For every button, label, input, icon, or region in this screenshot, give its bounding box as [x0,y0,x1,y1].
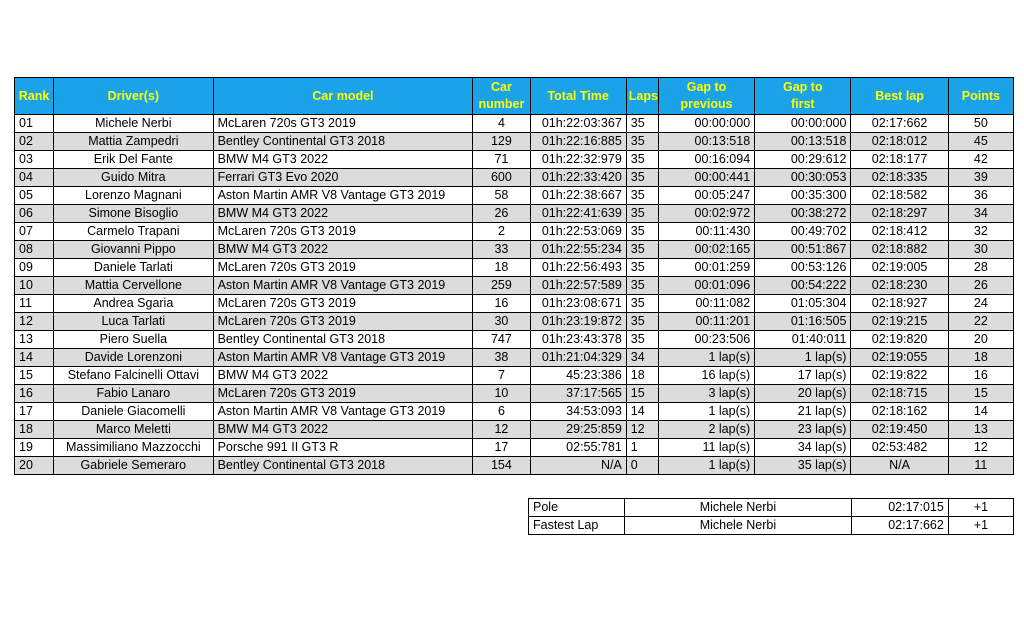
cell-best-lap: 02:18:582 [851,187,948,205]
cell-gap-first: 01:05:304 [755,295,851,313]
cell-total-time: 01h:22:56:493 [530,259,626,277]
cell-points: 11 [948,457,1013,475]
cell-best-lap: 02:18:012 [851,133,948,151]
cell-total-time: 29:25:859 [530,421,626,439]
cell-car-number: 58 [473,187,530,205]
cell-car-model: BMW M4 GT3 2022 [213,241,473,259]
cell-rank: 15 [15,367,54,385]
cell-driver: Andrea Sgaria [54,295,213,313]
cell-total-time: N/A [530,457,626,475]
table-row [15,457,1014,475]
cell-points: 30 [948,241,1013,259]
cell-laps: 1 [626,439,658,457]
cell-best-lap: 02:18:162 [851,403,948,421]
cell-gap-previous: 00:05:247 [658,187,754,205]
cell-points: 15 [948,385,1013,403]
cell-rank: 19 [15,439,54,457]
cell-driver: Marco Meletti [54,421,213,439]
col-header-gap-previous [658,78,754,115]
table-row [15,349,1014,367]
table-row [15,331,1014,349]
cell-gap-previous: 1 lap(s) [658,403,754,421]
cell-laps: 15 [626,385,658,403]
cell-points: 14 [948,403,1013,421]
cell-points: 26 [948,277,1013,295]
cell-driver: Daniele Giacomelli [54,403,213,421]
cell-rank: 07 [15,223,54,241]
cell-total-time: 01h:22:41:639 [530,205,626,223]
award-bonus: +1 [948,499,1013,517]
cell-total-time: 01h:22:16:885 [530,133,626,151]
table-row [15,205,1014,223]
cell-gap-first: 20 lap(s) [755,385,851,403]
cell-driver: Daniele Tarlati [54,259,213,277]
cell-rank: 06 [15,205,54,223]
cell-best-lap: 02:19:450 [851,421,948,439]
cell-rank: 17 [15,403,54,421]
cell-car-number: 600 [473,169,530,187]
cell-car-model: Aston Martin AMR V8 Vantage GT3 2019 [213,187,473,205]
cell-car-number: 154 [473,457,530,475]
col-header-laps: Laps [626,78,658,115]
cell-total-time: 01h:23:43:378 [530,331,626,349]
cell-best-lap: 02:18:177 [851,151,948,169]
cell-best-lap: N/A [851,457,948,475]
cell-car-number: 6 [473,403,530,421]
cell-best-lap: 02:18:715 [851,385,948,403]
col-header-rank: Rank [15,78,54,115]
cell-car-model: Bentley Continental GT3 2018 [213,331,473,349]
award-label: Pole [529,499,625,517]
col-header-gap-first-line1: Gap to [783,80,823,94]
col-header-car-number-line2: number [478,97,525,111]
table-row [15,241,1014,259]
cell-points: 18 [948,349,1013,367]
cell-gap-previous: 00:00:441 [658,169,754,187]
cell-total-time: 02:55:781 [530,439,626,457]
cell-car-model: Aston Martin AMR V8 Vantage GT3 2019 [213,277,473,295]
cell-best-lap: 02:19:215 [851,313,948,331]
cell-car-model: Ferrari GT3 Evo 2020 [213,169,473,187]
cell-gap-first: 00:35:300 [755,187,851,205]
awards-table [528,498,1014,535]
cell-car-model: McLaren 720s GT3 2019 [213,385,473,403]
cell-best-lap: 02:19:005 [851,259,948,277]
cell-rank: 03 [15,151,54,169]
cell-best-lap: 02:19:820 [851,331,948,349]
cell-laps: 35 [626,259,658,277]
cell-rank: 09 [15,259,54,277]
cell-driver: Gabriele Semeraro [54,457,213,475]
cell-car-model: BMW M4 GT3 2022 [213,205,473,223]
cell-rank: 16 [15,385,54,403]
cell-gap-previous: 2 lap(s) [658,421,754,439]
cell-points: 39 [948,169,1013,187]
cell-laps: 35 [626,151,658,169]
cell-rank: 14 [15,349,54,367]
cell-driver: Davide Lorenzoni [54,349,213,367]
cell-car-number: 16 [473,295,530,313]
col-header-gap-previous-line2: previous [680,97,733,111]
cell-driver: Guido Mitra [54,169,213,187]
cell-laps: 35 [626,331,658,349]
cell-gap-first: 00:54:222 [755,277,851,295]
cell-car-number: 2 [473,223,530,241]
cell-best-lap: 02:53:482 [851,439,948,457]
table-row [15,151,1014,169]
cell-car-number: 7 [473,367,530,385]
table-row [15,385,1014,403]
cell-driver: Luca Tarlati [54,313,213,331]
cell-laps: 35 [626,241,658,259]
cell-gap-previous: 00:13:518 [658,133,754,151]
cell-laps: 35 [626,313,658,331]
cell-total-time: 01h:22:53:069 [530,223,626,241]
cell-car-number: 4 [473,115,530,133]
cell-points: 22 [948,313,1013,331]
cell-car-number: 38 [473,349,530,367]
cell-total-time: 01h:22:32:979 [530,151,626,169]
cell-points: 28 [948,259,1013,277]
cell-points: 36 [948,187,1013,205]
cell-gap-previous: 00:11:201 [658,313,754,331]
cell-car-model: Bentley Continental GT3 2018 [213,133,473,151]
cell-car-model: BMW M4 GT3 2022 [213,421,473,439]
cell-gap-previous: 1 lap(s) [658,349,754,367]
cell-gap-previous: 00:02:972 [658,205,754,223]
cell-laps: 0 [626,457,658,475]
cell-car-model: BMW M4 GT3 2022 [213,367,473,385]
cell-car-number: 71 [473,151,530,169]
cell-car-number: 30 [473,313,530,331]
cell-best-lap: 02:18:230 [851,277,948,295]
cell-gap-first: 01:16:505 [755,313,851,331]
table-row [15,421,1014,439]
cell-car-number: 33 [473,241,530,259]
cell-driver: Fabio Lanaro [54,385,213,403]
cell-gap-previous: 3 lap(s) [658,385,754,403]
cell-gap-first: 01:40:011 [755,331,851,349]
cell-total-time: 45:23:386 [530,367,626,385]
cell-points: 12 [948,439,1013,457]
table-row [15,439,1014,457]
results-body [15,115,1014,475]
cell-rank: 10 [15,277,54,295]
cell-points: 20 [948,331,1013,349]
award-time: 02:17:662 [851,517,948,535]
award-bonus: +1 [948,517,1013,535]
table-row [15,115,1014,133]
cell-car-number: 747 [473,331,530,349]
table-row [15,223,1014,241]
cell-gap-previous: 00:01:096 [658,277,754,295]
cell-laps: 18 [626,367,658,385]
cell-total-time: 01h:22:38:667 [530,187,626,205]
cell-rank: 08 [15,241,54,259]
cell-total-time: 01h:22:55:234 [530,241,626,259]
cell-driver: Massimiliano Mazzocchi [54,439,213,457]
cell-laps: 35 [626,187,658,205]
cell-car-model: McLaren 720s GT3 2019 [213,115,473,133]
cell-car-number: 10 [473,385,530,403]
cell-gap-previous: 16 lap(s) [658,367,754,385]
cell-gap-first: 00:53:126 [755,259,851,277]
cell-car-model: BMW M4 GT3 2022 [213,151,473,169]
cell-car-number: 17 [473,439,530,457]
cell-gap-previous: 00:02:165 [658,241,754,259]
cell-points: 16 [948,367,1013,385]
results-table [14,77,1014,475]
cell-laps: 35 [626,205,658,223]
cell-rank: 13 [15,331,54,349]
col-header-points: Points [948,78,1013,115]
cell-car-model: McLaren 720s GT3 2019 [213,223,473,241]
cell-gap-previous: 11 lap(s) [658,439,754,457]
cell-best-lap: 02:18:412 [851,223,948,241]
cell-driver: Carmelo Trapani [54,223,213,241]
cell-total-time: 01h:22:57:589 [530,277,626,295]
table-row [15,295,1014,313]
cell-car-model: Aston Martin AMR V8 Vantage GT3 2019 [213,349,473,367]
cell-driver: Mattia Zampedri [54,133,213,151]
cell-car-number: 26 [473,205,530,223]
cell-car-number: 129 [473,133,530,151]
cell-driver: Piero Suella [54,331,213,349]
cell-points: 24 [948,295,1013,313]
cell-gap-first: 00:51:867 [755,241,851,259]
cell-rank: 05 [15,187,54,205]
table-row [15,187,1014,205]
cell-gap-first: 00:13:518 [755,133,851,151]
cell-driver: Michele Nerbi [54,115,213,133]
cell-car-model: Porsche 991 II GT3 R [213,439,473,457]
col-header-gap-first [755,78,851,115]
cell-gap-previous: 00:11:082 [658,295,754,313]
table-row [15,403,1014,421]
cell-rank: 12 [15,313,54,331]
cell-total-time: 01h:22:03:367 [530,115,626,133]
cell-best-lap: 02:18:927 [851,295,948,313]
award-time: 02:17:015 [851,499,948,517]
cell-laps: 35 [626,115,658,133]
col-header-car-number-line1: Car [491,80,512,94]
cell-rank: 01 [15,115,54,133]
cell-laps: 34 [626,349,658,367]
col-header-car-model: Car model [213,78,473,115]
cell-total-time: 01h:23:08:671 [530,295,626,313]
cell-best-lap: 02:18:882 [851,241,948,259]
cell-gap-first: 35 lap(s) [755,457,851,475]
fastest-lap-row [529,517,1014,535]
cell-car-model: McLaren 720s GT3 2019 [213,295,473,313]
cell-driver: Giovanni Pippo [54,241,213,259]
cell-gap-first: 17 lap(s) [755,367,851,385]
cell-total-time: 34:53:093 [530,403,626,421]
cell-best-lap: 02:18:335 [851,169,948,187]
table-row [15,169,1014,187]
cell-points: 50 [948,115,1013,133]
col-header-best-lap: Best lap [851,78,948,115]
header-row [15,78,1014,115]
cell-rank: 18 [15,421,54,439]
cell-rank: 02 [15,133,54,151]
cell-gap-first: 00:38:272 [755,205,851,223]
cell-laps: 14 [626,403,658,421]
cell-best-lap: 02:19:055 [851,349,948,367]
cell-gap-first: 1 lap(s) [755,349,851,367]
cell-gap-previous: 00:11:430 [658,223,754,241]
cell-points: 34 [948,205,1013,223]
cell-laps: 35 [626,169,658,187]
award-driver: Michele Nerbi [625,517,851,535]
cell-laps: 35 [626,133,658,151]
cell-laps: 12 [626,421,658,439]
cell-points: 42 [948,151,1013,169]
cell-rank: 11 [15,295,54,313]
cell-gap-previous: 00:01:259 [658,259,754,277]
table-row [15,313,1014,331]
table-row [15,367,1014,385]
table-row [15,277,1014,295]
cell-gap-first: 21 lap(s) [755,403,851,421]
pole-row [529,499,1014,517]
cell-points: 13 [948,421,1013,439]
cell-car-number: 18 [473,259,530,277]
cell-car-number: 259 [473,277,530,295]
cell-total-time: 37:17:565 [530,385,626,403]
table-row [15,133,1014,151]
cell-car-model: McLaren 720s GT3 2019 [213,313,473,331]
cell-laps: 35 [626,295,658,313]
cell-gap-previous: 00:16:094 [658,151,754,169]
cell-gap-first: 34 lap(s) [755,439,851,457]
cell-gap-first: 00:49:702 [755,223,851,241]
cell-car-model: Aston Martin AMR V8 Vantage GT3 2019 [213,403,473,421]
cell-driver: Simone Bisoglio [54,205,213,223]
cell-total-time: 01h:21:04:329 [530,349,626,367]
cell-gap-first: 00:30:053 [755,169,851,187]
col-header-gap-first-line2: first [790,97,815,111]
award-label: Fastest Lap [529,517,625,535]
cell-gap-first: 00:00:000 [755,115,851,133]
col-header-gap-previous-line1: Gap to [686,80,727,94]
table-row [15,259,1014,277]
cell-gap-previous: 00:00:000 [658,115,754,133]
cell-driver: Stefano Falcinelli Ottavi [54,367,213,385]
cell-rank: 20 [15,457,54,475]
cell-driver: Erik Del Fante [54,151,213,169]
cell-driver: Lorenzo Magnani [54,187,213,205]
cell-total-time: 01h:23:19:872 [530,313,626,331]
cell-points: 32 [948,223,1013,241]
cell-laps: 35 [626,223,658,241]
cell-gap-first: 00:29:612 [755,151,851,169]
cell-best-lap: 02:17:662 [851,115,948,133]
col-header-car-number [473,78,530,115]
cell-total-time: 01h:22:33:420 [530,169,626,187]
cell-car-number: 12 [473,421,530,439]
cell-driver: Mattia Cervellone [54,277,213,295]
cell-gap-previous: 00:23:506 [658,331,754,349]
cell-car-model: McLaren 720s GT3 2019 [213,259,473,277]
col-header-drivers: Driver(s) [54,78,213,115]
cell-points: 45 [948,133,1013,151]
cell-rank: 04 [15,169,54,187]
cell-laps: 35 [626,277,658,295]
cell-gap-previous: 1 lap(s) [658,457,754,475]
cell-car-model: Bentley Continental GT3 2018 [213,457,473,475]
cell-gap-first: 23 lap(s) [755,421,851,439]
cell-best-lap: 02:18:297 [851,205,948,223]
cell-best-lap: 02:19:822 [851,367,948,385]
award-driver: Michele Nerbi [625,499,851,517]
col-header-total-time: Total Time [530,78,626,115]
